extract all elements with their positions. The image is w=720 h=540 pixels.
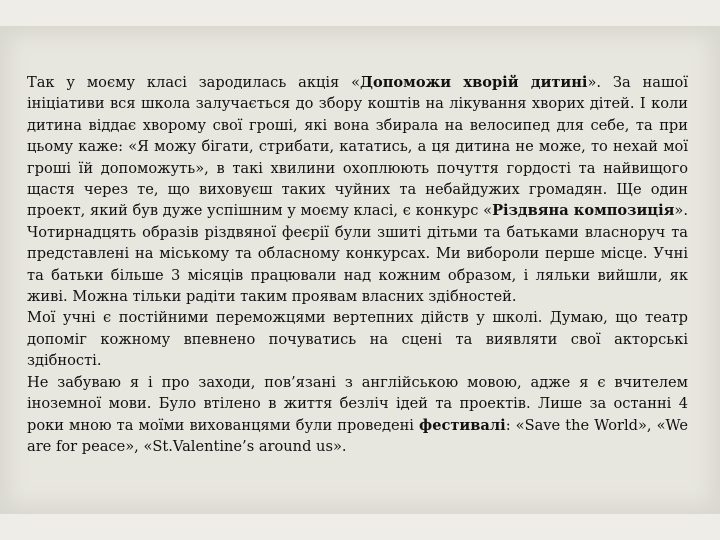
paragraph-4-bold-word: фестивалі [419, 416, 506, 434]
paragraph-1-text-start: Так у моєму класі зародилась акція « [27, 74, 361, 91]
paragraph-4-text-end: : «Save the World», «We are for peace», «St.Valentine’s around us». [27, 416, 689, 455]
paragraph-3: Мої учні є постійними переможцями вертепних дійств у школі. Думаю, що театр допоміг кожному впевнено почуватись на сцені та виявляти свої акторські здібності. [27, 309, 688, 370]
paragraph-1-bold-title: Допоможи хворій дитині [360, 74, 588, 91]
paragraph-2-text-end: ». Чотирнадцять образів різдвяної феєрії були зшиті дітьми та батьками власноруч та представлені на міському та обласному конкурсах. Ми вибороли перше місце. Учні та батьки більше 3 місяців працювали над кожним образом, і ляльки вийшли, як живі. Можна тільки радіти таким проявам власних здібностей. [27, 202, 688, 306]
paragraph-4 [27, 372, 688, 458]
paragraph-4-text-start: Не забуваю я і про заходи, пов’язані з англійською мовою, адже я є вчителем іноземної мови. Було втілено в життя безліч ідей та проектів. Лише за останні 4 роки мною та моїми вихованцями були проведені [27, 373, 688, 434]
body-text [27, 72, 688, 457]
paragraph-1 [27, 74, 688, 219]
paragraph-1-text-end: ». За нашої ініціативи вся школа залучається до збору коштів на лікування хворих дітей. І коли дитина віддає хворому свої гроші, які вона збирала на велосипед для себе, та при цьому каже: «Я можу бігати, стрибати, кататись, а ця дитина не може, то нехай мої гроші їй допоможуть», в такі хвилини охоплюють почуття гордості та найвищого щастя через те, що виховуєш таких чуйних та небайдужих громадян. Ще один проект, який був дуже успішним у моєму класі, є конкурс « [27, 74, 688, 220]
paragraph-2-bold-title: Різдвяна композиція [492, 202, 675, 220]
